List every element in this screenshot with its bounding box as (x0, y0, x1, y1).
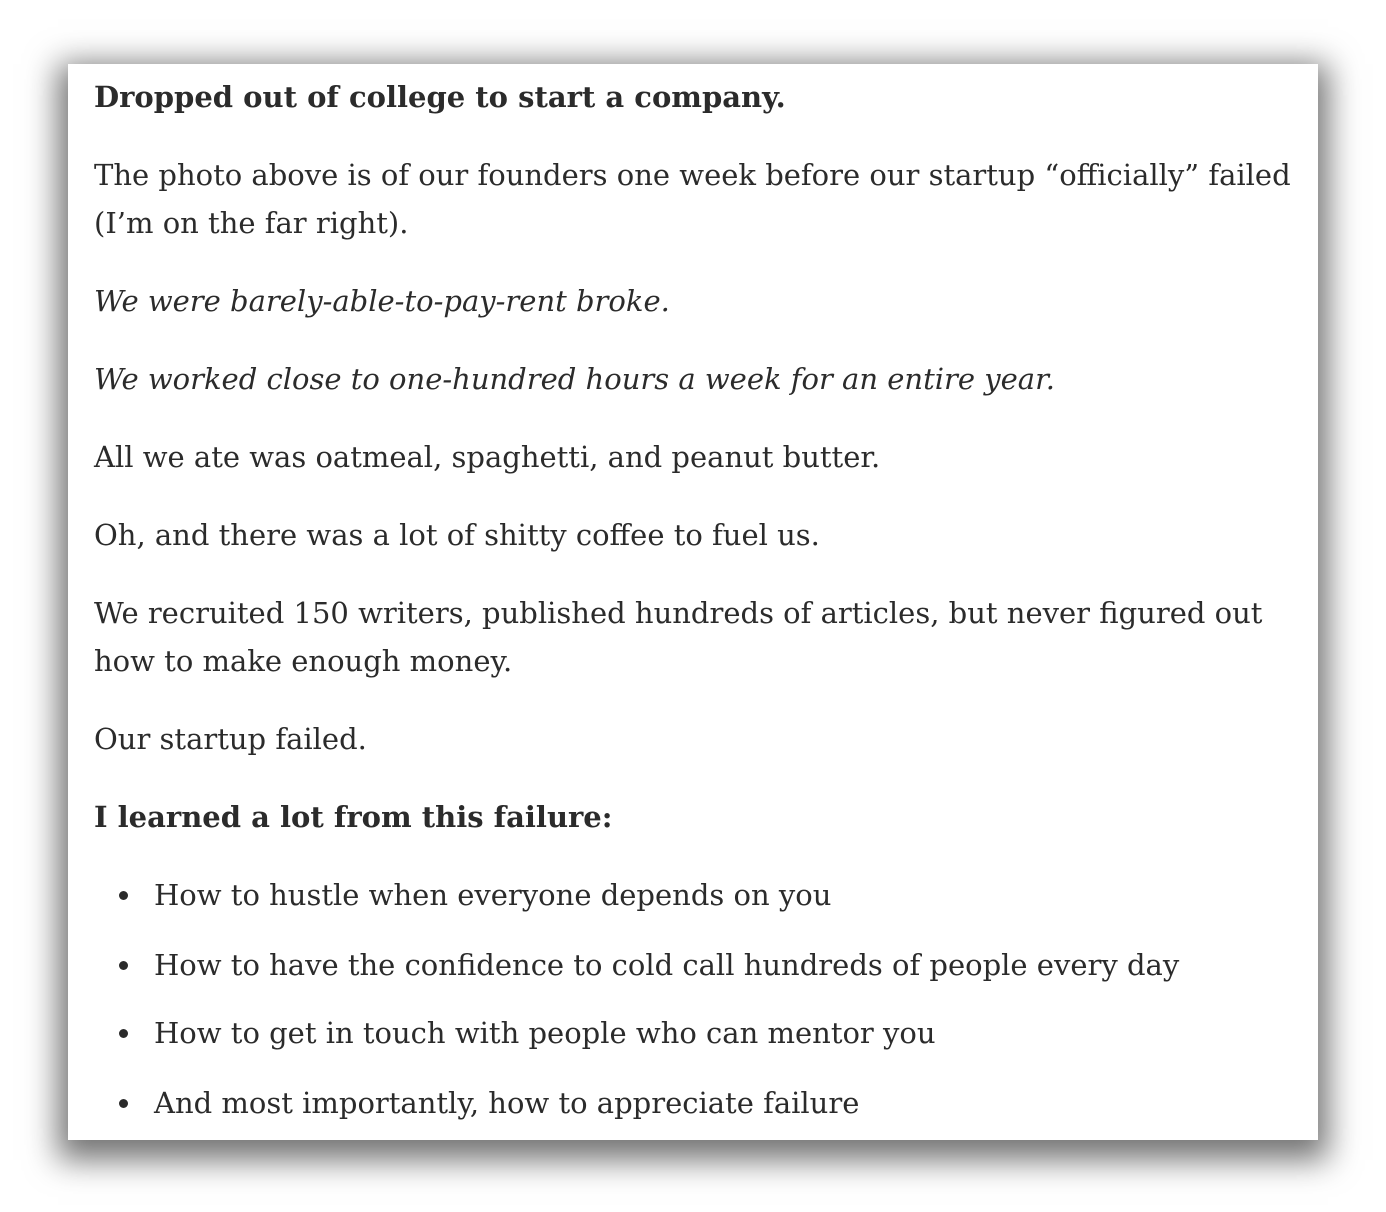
article-card (68, 64, 1318, 1140)
paragraph-broke: We were barely-able-to-pay-rent broke. (94, 284, 670, 318)
paragraph-hours: We worked close to one-hundred hours a week for an entire year. (94, 362, 1055, 396)
list-item (94, 871, 831, 919)
list-item-text: How to hustle when everyone depends on you (154, 878, 832, 912)
list-item (94, 1009, 936, 1057)
list-item-text: How to have the confidence to cold call hundreds of people every day (154, 948, 1180, 982)
paragraph-writers: We recruited 150 writers, published hundreds of articles, but never figured out how to make enough money. (94, 596, 1263, 678)
bullet-icon (119, 1029, 128, 1038)
paragraph-failed: Our startup failed. (94, 722, 367, 756)
list-item (94, 941, 1179, 989)
paragraph-food: All we ate was oatmeal, spaghetti, and peanut butter. (94, 440, 881, 474)
list-item-text: How to get in touch with people who can mentor you (154, 1016, 936, 1050)
paragraph-coffee: Oh, and there was a lot of shitty coffee to fuel us. (94, 518, 820, 552)
list-item-text: And most importantly, how to appreciate failure (154, 1086, 860, 1120)
list-item (94, 1079, 859, 1127)
paragraph-photo: The photo above is of our founders one week before our startup “officially” failed (I’m on the far right). (94, 158, 1291, 240)
bullet-icon (119, 891, 128, 900)
bullet-icon (119, 961, 128, 970)
heading-learned: I learned a lot from this failure: (94, 800, 613, 834)
bullet-icon (119, 1099, 128, 1108)
heading-dropped-out: Dropped out of college to start a company. (94, 80, 786, 114)
